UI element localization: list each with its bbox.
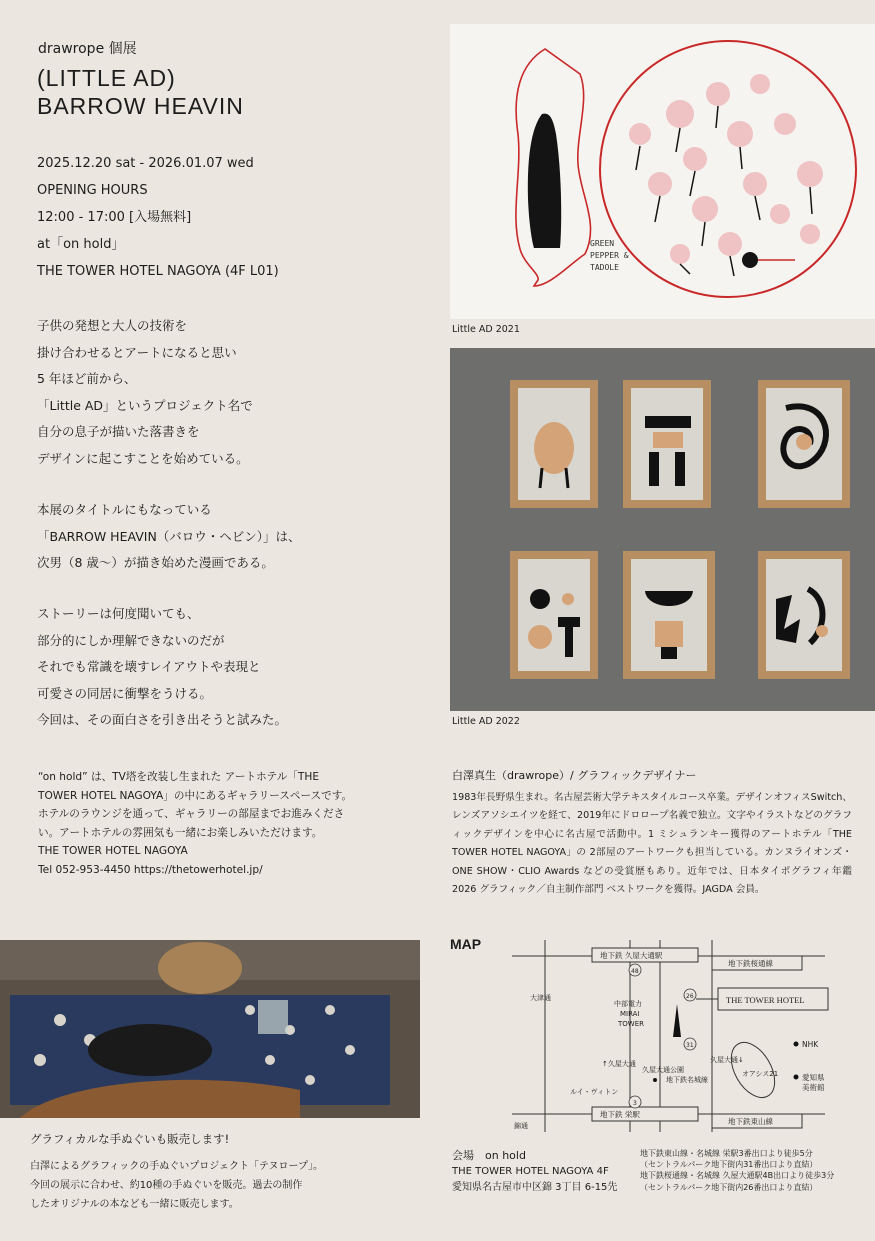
statement-line: 掛け合わせるとアートになると思い <box>37 344 237 360</box>
map-badge-3: 3 <box>633 1100 637 1107</box>
framed-artwork <box>623 551 715 679</box>
statement-line: 「Little AD」というプロジェクト名で <box>37 397 253 413</box>
map-diagram <box>450 932 875 1132</box>
artwork-2021-illustration <box>450 24 875 319</box>
statement-line: 部分的にしか理解できないのだが <box>37 632 225 648</box>
statement-paragraph-3 <box>37 601 287 734</box>
artwork-shape <box>518 559 590 671</box>
artwork-shape <box>766 559 842 671</box>
venue-desc-line: TOWER HOTEL NAGOYA」の中にあるギャラリースペースです。 <box>38 789 353 802</box>
artwork-text: PEPPER & <box>590 251 629 260</box>
title-line-2: BARROW HEAVIN <box>37 93 244 119</box>
venue-desc-line: “on hold” は、TV塔を改装し生まれた アートホテル「THE <box>38 771 320 783</box>
map-label-otsu: 大津通 <box>530 994 551 1002</box>
map-label-hisaya-left: ↑久屋大通 <box>602 1060 636 1068</box>
statement-line: 自分の息子が描いた落書きを <box>37 424 200 439</box>
artist-profile <box>452 767 852 899</box>
map-label-aichi: 愛知県 <box>802 1073 825 1082</box>
tenugui-line: 今回の展示に合わせ、約10種の手ぬぐいを販売。過去の制作 <box>30 1180 303 1191</box>
exhibition-subtitle: drawrope 個展 <box>38 41 137 57</box>
map-label-mirai: 中部電力 <box>614 1000 642 1008</box>
artwork-shape <box>631 388 703 500</box>
map-label-sakae: 地下鉄 栄駅 <box>600 1110 640 1119</box>
access-line: （セントラルパーク地下街内26番出口より直結） <box>640 1182 818 1192</box>
map-label-meijo: 地下鉄名城線 <box>666 1076 708 1084</box>
artwork-image-2021 <box>450 24 875 319</box>
venue-contact-line: Tel 052-953-4450 https://thetowerhotel.jp/ <box>38 863 263 876</box>
venue-desc-line: THE TOWER HOTEL NAGOYA <box>38 845 188 858</box>
tenugui-photo <box>0 940 420 1118</box>
artwork-shape <box>631 559 707 671</box>
venue-at: at「on hold」 <box>37 237 125 252</box>
statement-line: 5 年ほど前から、 <box>37 371 137 386</box>
artist-bio: 1983年長野県生まれ。名古屋芸術大学テキスタイルコース卒業。デザインオフィスSwitch、レンズアソシエイツを経て、2019年にドロロープ名義で独立。文字やイラストなどのグラフィックデザインを中心に名古屋で活動中。1 ミシュランキー獲得のアートホテル「THE TOWER HOTEL NAGOYA」の 2部屋のアートワークも担当している。カンヌライオンズ・ONE SHOW・CLIO Awards などの受賞歴もあり。近年では、日本タイポグラフィ年鑑 2026 グラフィック／自主制作部門 ベストワークを獲得。JAGDA 会員。 <box>452 792 852 896</box>
map-title: MAP <box>450 936 482 952</box>
framed-artwork <box>510 551 598 679</box>
map-label-park: 久屋大通公園 <box>642 1066 684 1074</box>
exhibition-info <box>37 150 279 285</box>
map-label-hotel: THE TOWER HOTEL <box>726 995 805 1005</box>
artwork-text: GREEN <box>590 239 615 248</box>
statement-line: 「BARROW HEAVIN（バロウ・ヘビン）」は、 <box>37 528 301 544</box>
statement-line: デザインに起こすことを始めている。 <box>37 450 249 466</box>
map-label-nishiki: 錦通 <box>514 1122 528 1130</box>
venue-building: THE TOWER HOTEL NAGOYA 4F <box>452 1166 609 1177</box>
framed-artwork <box>758 380 850 508</box>
framed-artwork <box>510 380 598 508</box>
access-line: （セントラルパーク地下街内31番出口より直結） <box>640 1160 818 1170</box>
tenugui-photo-scene <box>0 940 420 1118</box>
map-label-hisaya-right: 久屋大通↓ <box>710 1056 744 1064</box>
venue-desc-line: い。アートホテルの雰囲気も一緒にお楽しみいただけます。 <box>38 826 323 839</box>
tenugui-heading: グラフィカルな手ぬぐいも販売します! <box>30 1132 230 1146</box>
opening-hours-label: OPENING HOURS <box>37 183 148 198</box>
exhibition-title <box>37 64 244 120</box>
map-label-mirai: TOWER <box>618 1020 644 1028</box>
title-line-1: (LITTLE AD) <box>37 65 176 91</box>
tenugui-description <box>30 1157 323 1214</box>
statement-line: ストーリーは何度聞いても、 <box>37 606 200 621</box>
venue-name: THE TOWER HOTEL NAGOYA (4F L01) <box>37 264 279 279</box>
artwork-text: TADOLE <box>590 263 619 272</box>
statement-line: 次男（8 歳〜）が描き始めた漫画である。 <box>37 555 274 570</box>
statement-line: 可愛さの同居に衝撃をうける。 <box>37 685 213 701</box>
map-badge-26: 26 <box>686 993 694 1000</box>
venue-label: 会場 on hold <box>452 1149 526 1162</box>
exhibition-dates: 2025.12.20 sat - 2026.01.07 wed <box>37 156 254 171</box>
access-directions <box>640 1148 834 1193</box>
map-label-oasis: オアシス21 <box>742 1070 779 1078</box>
artist-heading: 白澤真生（drawrope）/ グラフィックデザイナー <box>452 769 697 782</box>
map-label-top-station: 地下鉄 久屋大通駅 <box>600 951 663 960</box>
opening-hours: 12:00 - 17:00 [入場無料] <box>37 210 192 225</box>
tenugui-line: 白澤によるグラフィックの手ぬぐいプロジェクト「テヌロープ」。 <box>30 1161 323 1172</box>
map-label-vuitton: ルイ・ヴィトン <box>570 1088 619 1096</box>
caption-2022: Little AD 2022 <box>452 716 520 727</box>
venue-address: 愛知県名古屋市中区錦 3丁目 6-15先 <box>452 1182 618 1193</box>
access-map <box>450 932 875 1132</box>
map-label-higashiyama: 地下鉄東山線 <box>728 1117 773 1126</box>
framed-artwork <box>758 551 850 679</box>
map-label-sakuradori: 地下鉄桜通線 <box>728 959 773 968</box>
statement-line: 子供の発想と大人の技術を <box>37 318 188 333</box>
artwork-shape <box>518 388 590 500</box>
map-label-nhk: NHK <box>802 1040 819 1049</box>
artwork-shape <box>766 388 842 500</box>
map-badge-31: 31 <box>686 1042 694 1049</box>
framed-artwork <box>623 380 711 508</box>
map-label-aichi: 美術館 <box>802 1083 825 1092</box>
statement-paragraph-2 <box>37 497 301 577</box>
access-line: 地下鉄桜通線・名城線 久屋大通駅4B出口より徒歩3分 <box>640 1171 835 1181</box>
access-line: 地下鉄東山線・名城線 栄駅3番出口より徒歩5分 <box>640 1149 813 1158</box>
statement-line: 今回は、その面白さを引き出そうと試みた。 <box>37 712 288 727</box>
statement-line: それでも常識を壊すレイアウトや表現と <box>37 659 261 674</box>
statement-paragraph-1 <box>37 313 253 472</box>
venue-address-block <box>452 1148 617 1196</box>
caption-2021: Little AD 2021 <box>452 324 520 335</box>
tenugui-line: したオリジナルの本なども一緒に販売します。 <box>30 1199 239 1210</box>
venue-desc-line: ホテルのラウンジを通って、ギャラリーの部屋までお進みくださ <box>38 808 345 821</box>
artwork-photo-2022 <box>450 348 875 711</box>
statement-line: 本展のタイトルにもなっている <box>37 502 212 517</box>
map-label-mirai: MIRAI <box>620 1010 640 1018</box>
venue-description <box>38 768 383 880</box>
map-badge-48: 48 <box>631 968 639 975</box>
